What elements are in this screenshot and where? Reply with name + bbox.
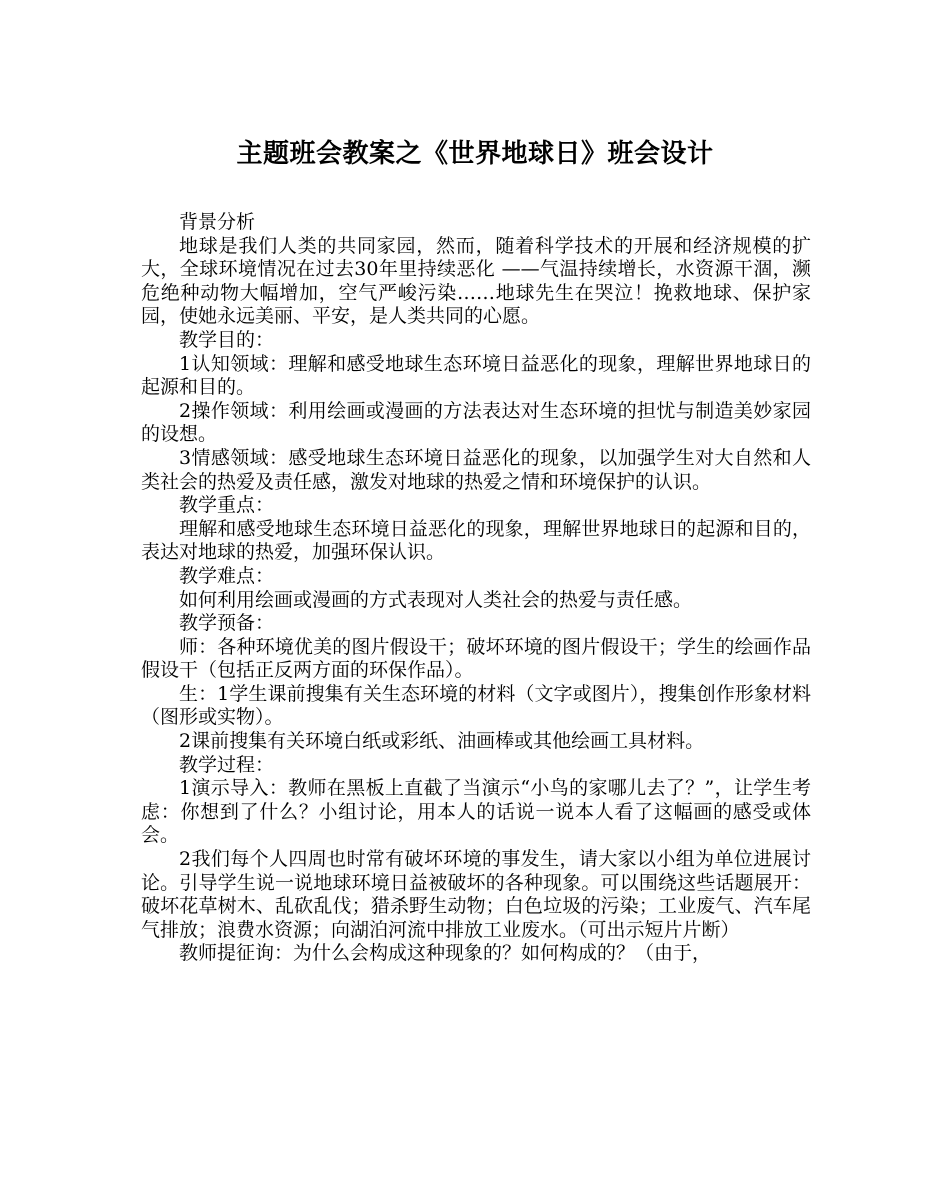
paragraph-preparation-teacher: 师：各种环境优美的图片假设干；破坏环境的图片假设干；学生的绘画作品假设干（包括正反两方面的环保作品）。: [141, 635, 811, 682]
document-title: 主题班会教案之《世界地球日》班会设计: [236, 139, 714, 169]
paragraph-process-step-2: 2我们每个人四周也时常有破坏环境的事发生，请大家以小组为单位进展讨论。引导学生说一说地球环境日益被破坏的各种现象。可以围绕这些话题展开：破坏花草树木、乱砍乱伐；猎杀野生动物；白色垃圾的污染；工业废气、汽车尾气排放；浪费水资源；向湖泊河流中排放工业废水。（可出示短片片断）: [141, 848, 811, 941]
paragraph-objective-emotion: 3情感领域：感受地球生态环境日益恶化的现象，以加强学生对大自然和人类社会的热爱及责任感，激发对地球的热爱之情和环境保护的认识。: [141, 446, 811, 493]
paragraph-objectives-heading: 教学目的：: [179, 328, 275, 351]
paragraph-preparation-heading: 教学预备：: [179, 612, 275, 635]
paragraph-process-heading: 教学过程：: [179, 753, 275, 776]
paragraph-process-question: 教师提征询：为什么会构成这种现象的？如何构成的？（由于，: [179, 942, 712, 965]
paragraph-background-heading: 背景分析: [179, 211, 256, 233]
document-body: [141, 211, 811, 966]
paragraph-background-text: 地球是我们人类的共同家园，然而，随着科学技术的开展和经济规模的扩大，全球环境情况在过去30年里持续恶化 ——气温持续增长，水资源干涸，濒危绝种动物大幅增加，空气严峻污染……地球先生在哭泣！挽救地球、保护家园，使她永远美丽、平安，是人类共同的心愿。: [141, 234, 811, 328]
paragraph-process-step-1: 1演示导入：教师在黑板上直截了当演示“小鸟的家哪儿去了？”，让学生考虑：你想到了什么？小组讨论，用本人的话说一说本人看了这幅画的感受或体会。: [141, 777, 811, 847]
paragraph-difficulty-heading: 教学难点：: [179, 564, 275, 587]
paragraph-key-points-heading: 教学重点：: [179, 494, 275, 517]
paragraph-preparation-student-2: 2课前搜集有关环境白纸或彩纸、油画棒或其他绘画工具材料。: [179, 730, 705, 753]
paragraph-key-points-text: 理解和感受地球生态环境日益恶化的现象，理解世界地球日的起源和目的，表达对地球的热爱，加强环保认识。: [141, 517, 811, 564]
paragraph-preparation-student-1: 生：1学生课前搜集有关生态环境的材料（文字或图片），搜集创作形象材料（图形或实物）。: [141, 682, 811, 729]
paragraph-difficulty-text: 如何利用绘画或漫画的方式表现对人类社会的热爱与责任感。: [179, 588, 693, 611]
paragraph-objective-cognitive: 1认知领域：理解和感受地球生态环境日益恶化的现象，理解世界地球日的起源和目的。: [141, 352, 811, 399]
paragraph-objective-operation: 2操作领域：利用绘画或漫画的方法表达对生态环境的担忧与制造美妙家园的设想。: [141, 399, 811, 446]
